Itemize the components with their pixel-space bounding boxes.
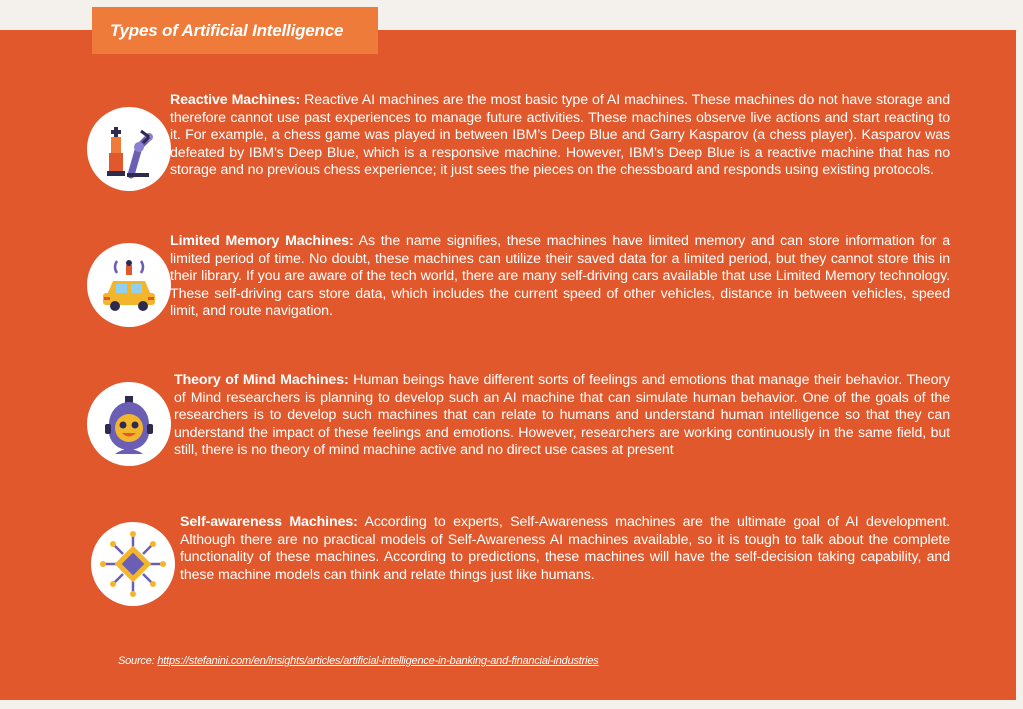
section-title: Limited Memory Machines: xyxy=(170,233,354,249)
section-title: Reactive Machines: xyxy=(170,92,301,108)
self-driving-car-icon xyxy=(87,243,171,327)
section-body: Human beings have different sorts of feelings and emotions that manage their behavior. Theory of Mind researchers is planning to develop such an AI machine that can simulate human behavior. One of the goals of the researchers is to develop such machines that can relate to humans and understand human intelligence so that they can understand the impact of these feelings and emotions. However, researchers are working continuously in the same field, but still, there is no theory of mind machine active and no direct use cases at present xyxy=(174,372,951,459)
source-label: Source: xyxy=(118,655,155,667)
section-title-tab: Types of Artificial Intelligence xyxy=(92,7,378,54)
section-self-awareness xyxy=(180,514,950,584)
robot-head-icon xyxy=(87,382,171,466)
robot-arm-chess-icon xyxy=(87,107,171,191)
chip-icon xyxy=(91,522,175,606)
section-reactive xyxy=(170,92,950,180)
source-link[interactable]: https://stefanini.com/en/insights/articles/artificial-intelligence-in-banking-and-financial-industries xyxy=(157,655,599,667)
section-body: Reactive AI machines are the most basic type of AI machines. These machines do not have storage and therefore cannot use past experiences to manage future activities. These machines observe live actions and start reacting to it. For example, a chess game was played in between IBM’s Deep Blue and Garry Kasparov (a chess player). Kasparov was defeated by IBM’s Deep Blue, which is a responsive machine. However, IBM’s Deep Blue is a reactive machine that has no storage and no previous chess experience; it just sees the pieces on the chessboard and responds using existing protocols. xyxy=(170,92,950,179)
source-citation xyxy=(118,655,599,667)
section-title: Self-awareness Machines: xyxy=(180,514,358,530)
section-theory-of-mind xyxy=(174,372,950,460)
section-limited-memory xyxy=(170,233,950,321)
section-body: As the name signifies, these machines have limited memory and can store information for a limited period of time. No doubt, these machines can utilize their saved data for a limited period, but they cannot store this in their library. If you are aware of the tech world, there are many self-driving cars available that use Limited Memory technology. These self-driving cars store data, which includes the current speed of other vehicles, distance in between vehicles, speed limit, and route navigation. xyxy=(170,233,950,320)
section-title: Theory of Mind Machines: xyxy=(174,372,349,388)
section-body: According to experts, Self-Awareness machines are the ultimate goal of AI development. Although there are no practical models of Self-Awareness AI machines available, so it is tough to talk about the complete functionality of these machines. According to predictions, these machines will have the self-decision taking capability, and these machine models can think and relate things just like humans. xyxy=(180,514,951,583)
